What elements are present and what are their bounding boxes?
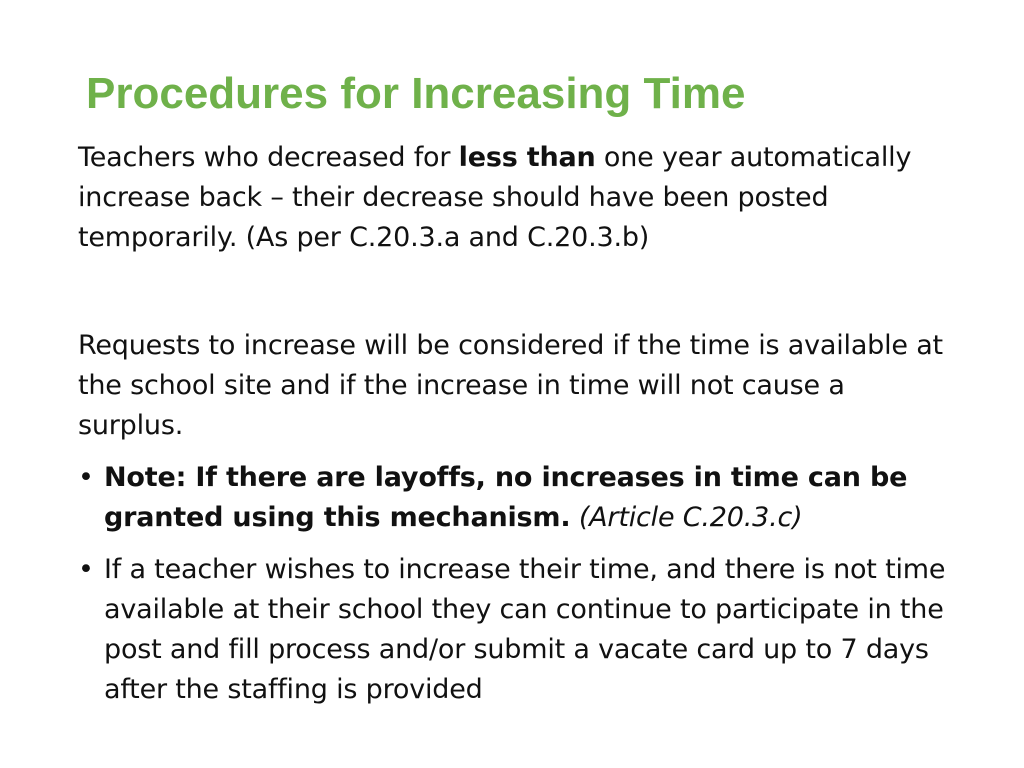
- paragraph-1-text-start: Teachers who decreased for: [78, 142, 459, 173]
- bullet-dot-icon: •: [78, 462, 94, 493]
- paragraph-decrease-rule: [78, 138, 958, 258]
- slide-body: [78, 138, 958, 722]
- bullet-list: [78, 458, 958, 710]
- bullet-2-text: If a teacher wishes to increase their time, and there is not time available at their school they can continue to participate in the post and fill process and/or submit a vacate card up to 7 days after the staffing is provided: [104, 554, 946, 705]
- paragraph-increase-requests: Requests to increase will be considered if the time is available at the school site and if the increase in time will not cause a surplus.: [78, 330, 943, 441]
- bullet-1-italic-reference: (Article C.20.3.c): [578, 502, 803, 533]
- paragraph-1-bold-phrase: less than: [458, 142, 596, 173]
- bullet-item-layoffs-note: [78, 458, 958, 538]
- bullet-1-bold-text: Note: If there are layoffs, no increases in time can be granted using this mechanism.: [104, 462, 908, 533]
- slide-title: Procedures for Increasing Time: [86, 69, 746, 118]
- paragraph-1-text-end: one year automatically increase back – their decrease should have been posted temporarily. (As per C.20.3.a and C.20.3.b): [78, 142, 912, 253]
- bullet-dot-icon: •: [78, 554, 94, 585]
- bullet-item-no-time-available: [78, 550, 958, 710]
